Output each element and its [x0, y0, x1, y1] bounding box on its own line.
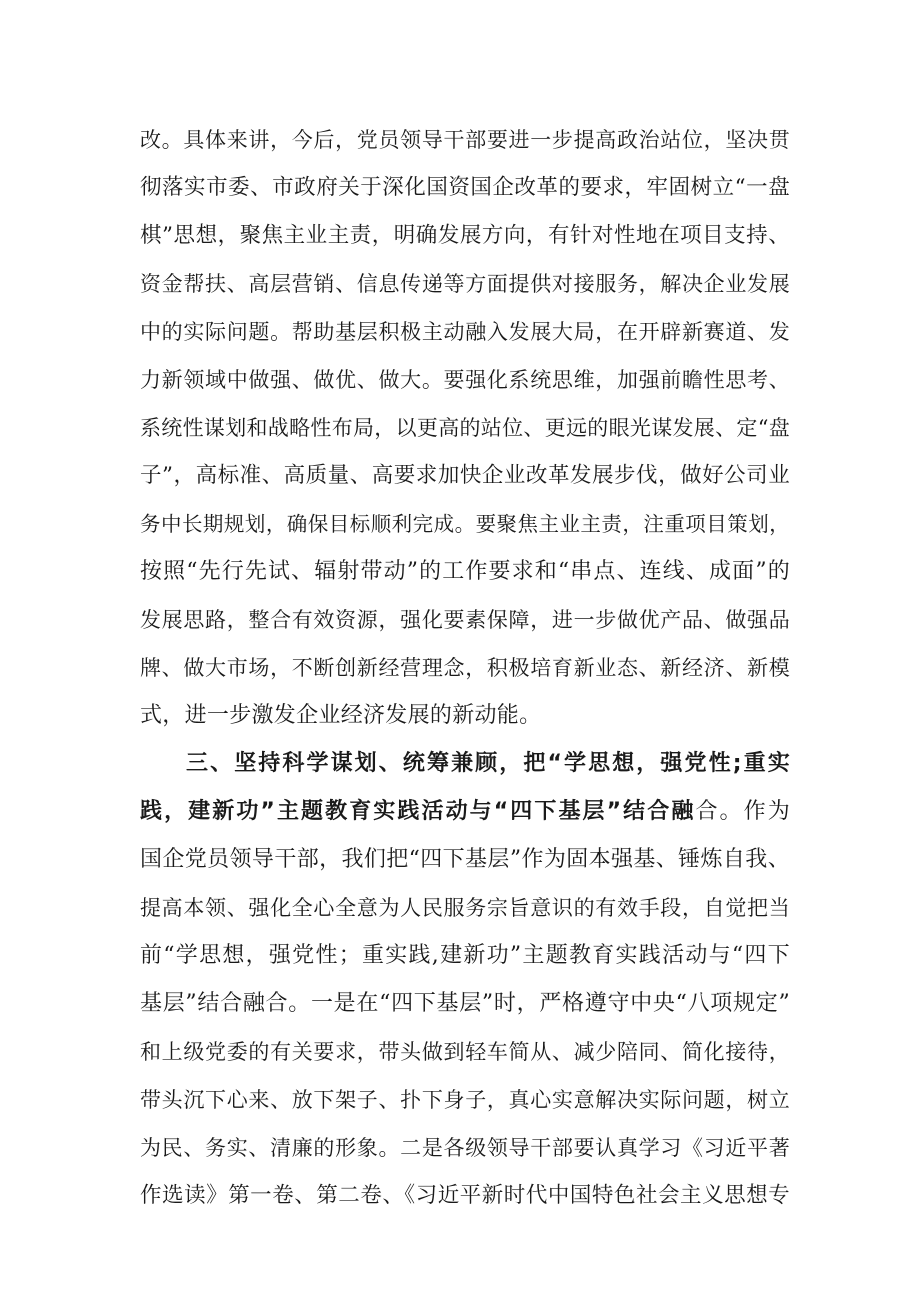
text-line: 务中长期规划，确保目标顺利完成。要聚焦主业主责，注重项目策划， — [140, 512, 790, 536]
heading-bold-part: 践，建新功”主题教育实践活动与“四下基层”结合融 — [140, 799, 696, 824]
text-line: 带头沉下心来、放下架子、扑下身子，真心实意解决实际问题，树立 — [140, 1088, 790, 1112]
text-line: 中的实际问题。帮助基层积极主动融入发展大局，在开辟新赛道、发 — [140, 320, 790, 344]
text-line: 改。具体来讲，今后，党员领导干部要进一步提高政治站位，坚决贯 — [140, 128, 790, 152]
text-line: 作选读》第一卷、第二卷、《习近平新时代中国特色社会主义思想专 — [140, 1183, 790, 1208]
text-line: 国企党员领导干部，我们把“四下基层”作为固本强基、锤炼自我、 — [140, 847, 790, 872]
text-line: 发展思路，整合有效资源，强化要素保障，进一步做优产品、做强品 — [140, 608, 790, 632]
text-line: 资金帮扶、高层营销、信息传递等方面提供对接服务，解决企业发展 — [140, 272, 790, 296]
text-line: 式，进一步激发企业经济发展的新动能。 — [140, 703, 542, 728]
text-line: 基层”结合融合。一是在“四下基层”时，严格遵守中央“八项规定” — [140, 991, 790, 1016]
text-line: 牌、做大市场，不断创新经营理念，积极培育新业态、新经济、新模 — [140, 656, 790, 680]
section-heading: 三、坚持科学谋划、统筹兼顾，把“学思想，强党性;重实 — [186, 751, 790, 776]
text-line: 为民、务实、清廉的形象。二是各级领导干部要认真学习《习近平著 — [140, 1136, 790, 1160]
text-line: 子”，高标准、高质量、高要求加快企业改革发展步伐，做好公司业 — [140, 463, 790, 488]
text-line: 棋”思想，聚焦主业主责，明确发展方向，有针对性地在项目支持、 — [140, 223, 790, 248]
text-line: 和上级党委的有关要求，带头做到轻车简从、减少陪同、简化接待， — [140, 1040, 790, 1064]
section-heading-continued — [140, 792, 790, 832]
text-line: 按照“先行先试、辐射带动”的工作要求和“串点、连线、成面”的 — [140, 559, 790, 584]
text-line: 提高本领、强化全心全意为人民服务宗旨意识的有效手段，自觉把当 — [140, 896, 790, 920]
text-line: 系统性谋划和战略性布局，以更高的站位、更远的眼光谋发展、定“盘 — [140, 416, 791, 440]
text-line: 彻落实市委、市政府关于深化国资国企改革的要求，牢固树立“一盘 — [140, 175, 790, 200]
text-line: 力新领域中做强、做优、做大。要强化系统思维，加强前瞻性思考、 — [140, 368, 790, 392]
text-line: 前“学思想，强党性；重实践,建新功”主题教育实践活动与“四下 — [140, 943, 790, 968]
heading-plain-part: 合。作为 — [695, 799, 790, 824]
